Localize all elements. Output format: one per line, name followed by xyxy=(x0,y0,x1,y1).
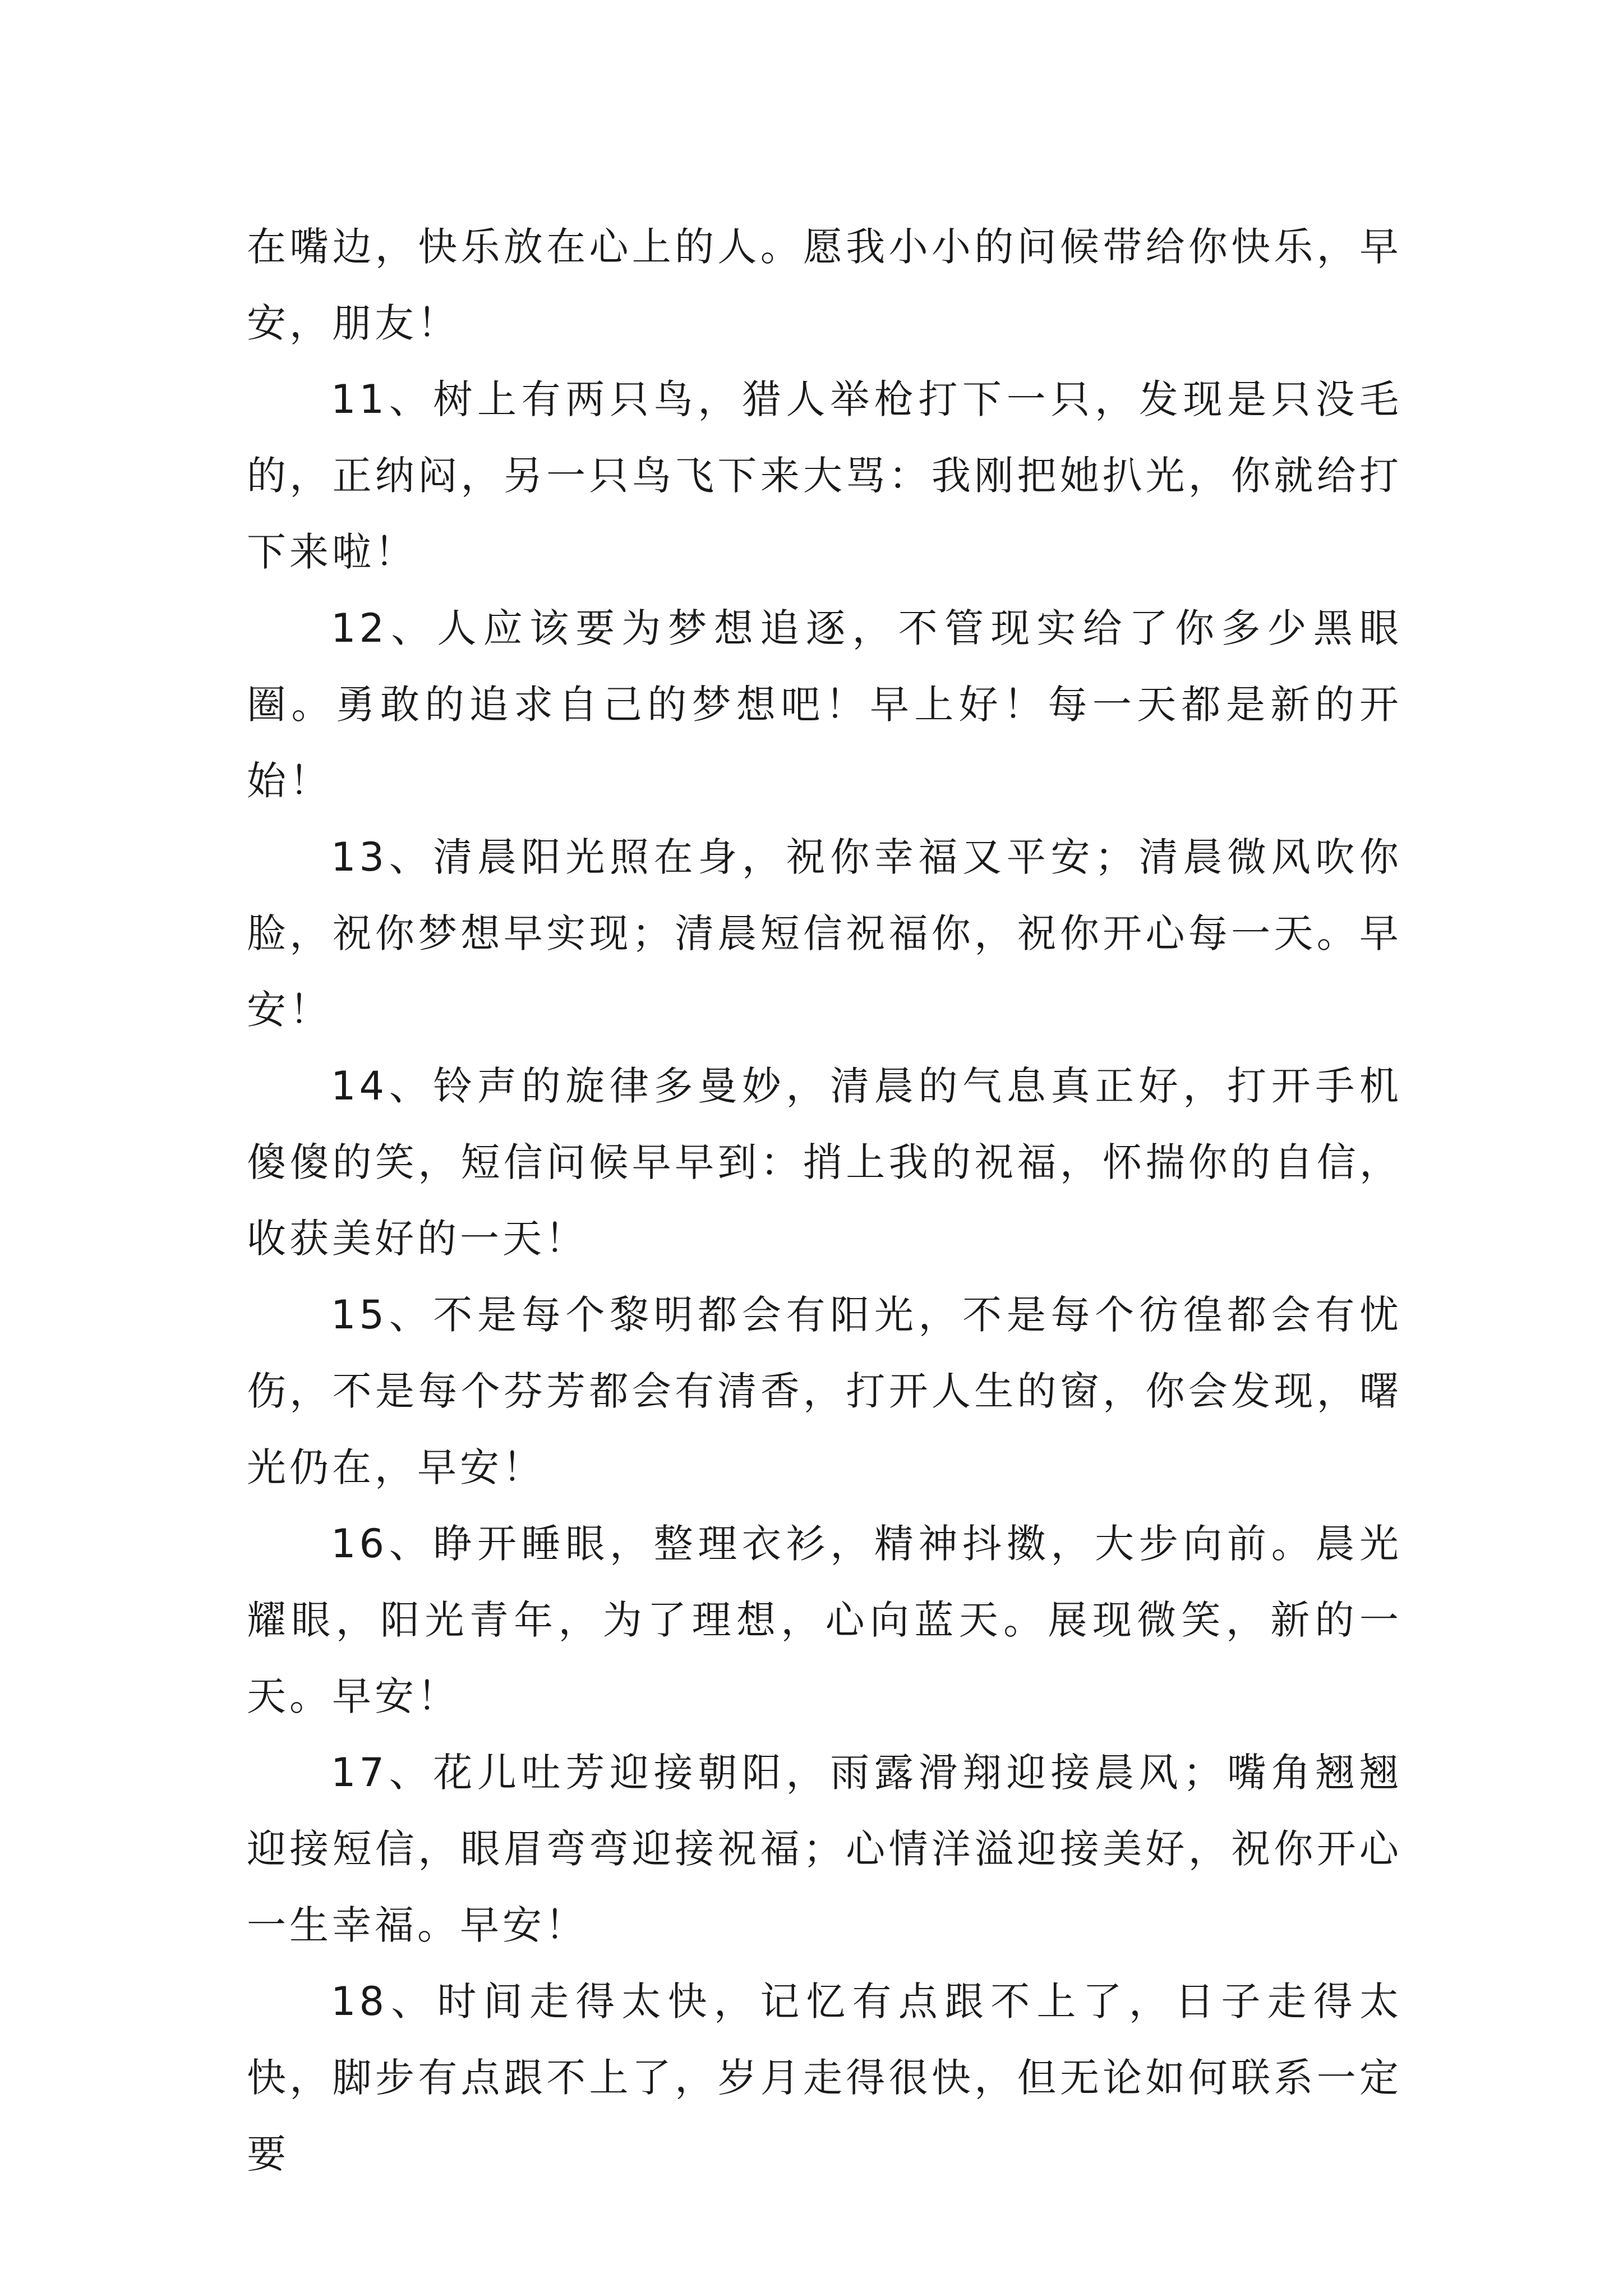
document-body xyxy=(247,209,1402,2192)
paragraph-12: 12、人应该要为梦想追逐，不管现实给了你多少黑眼圈。勇敢的追求自己的梦想吧！早上好！每一天都是新的开始！ xyxy=(247,605,1402,804)
paragraph-16: 16、睁开睡眼，整理衣衫，精神抖擞，大步向前。晨光耀眼，阳光青年，为了理想，心向蓝天。展现微笑，新的一天。早安！ xyxy=(247,1521,1402,1719)
paragraph-continued: 在嘴边，快乐放在心上的人。愿我小小的问候带给你快乐，早安，朋友！ xyxy=(247,224,1402,346)
paragraph-15: 15、不是每个黎明都会有阳光，不是每个彷徨都会有忧伤，不是每个芬芳都会有清香，打开人生的窗，你会发现，曙光仍在，早安！ xyxy=(247,1292,1402,1490)
paragraph-17: 17、花儿吐芳迎接朝阳，雨露滑翔迎接晨风；嘴角翘翘迎接短信，眼眉弯弯迎接祝福；心情洋溢迎接美好，祝你开心一生幸福。早安！ xyxy=(247,1750,1402,1948)
paragraph-13: 13、清晨阳光照在身，祝你幸福又平安；清晨微风吹你脸，祝你梦想早实现；清晨短信祝福你，祝你开心每一天。早安！ xyxy=(247,834,1402,1033)
paragraph-14: 14、铃声的旋律多曼妙，清晨的气息真正好，打开手机傻傻的笑，短信问候早早到：捎上我的祝福，怀揣你的自信，收获美好的一天！ xyxy=(247,1063,1402,1262)
paragraph-11: 11、树上有两只鸟，猎人举枪打下一只，发现是只没毛的，正纳闷，另一只鸟飞下来大骂：我刚把她扒光，你就给打下来啦！ xyxy=(247,376,1402,575)
paragraph-18: 18、时间走得太快，记忆有点跟不上了，日子走得太快，脚步有点跟不上了，岁月走得很快，但无论如何联系一定要 xyxy=(247,1978,1402,2177)
